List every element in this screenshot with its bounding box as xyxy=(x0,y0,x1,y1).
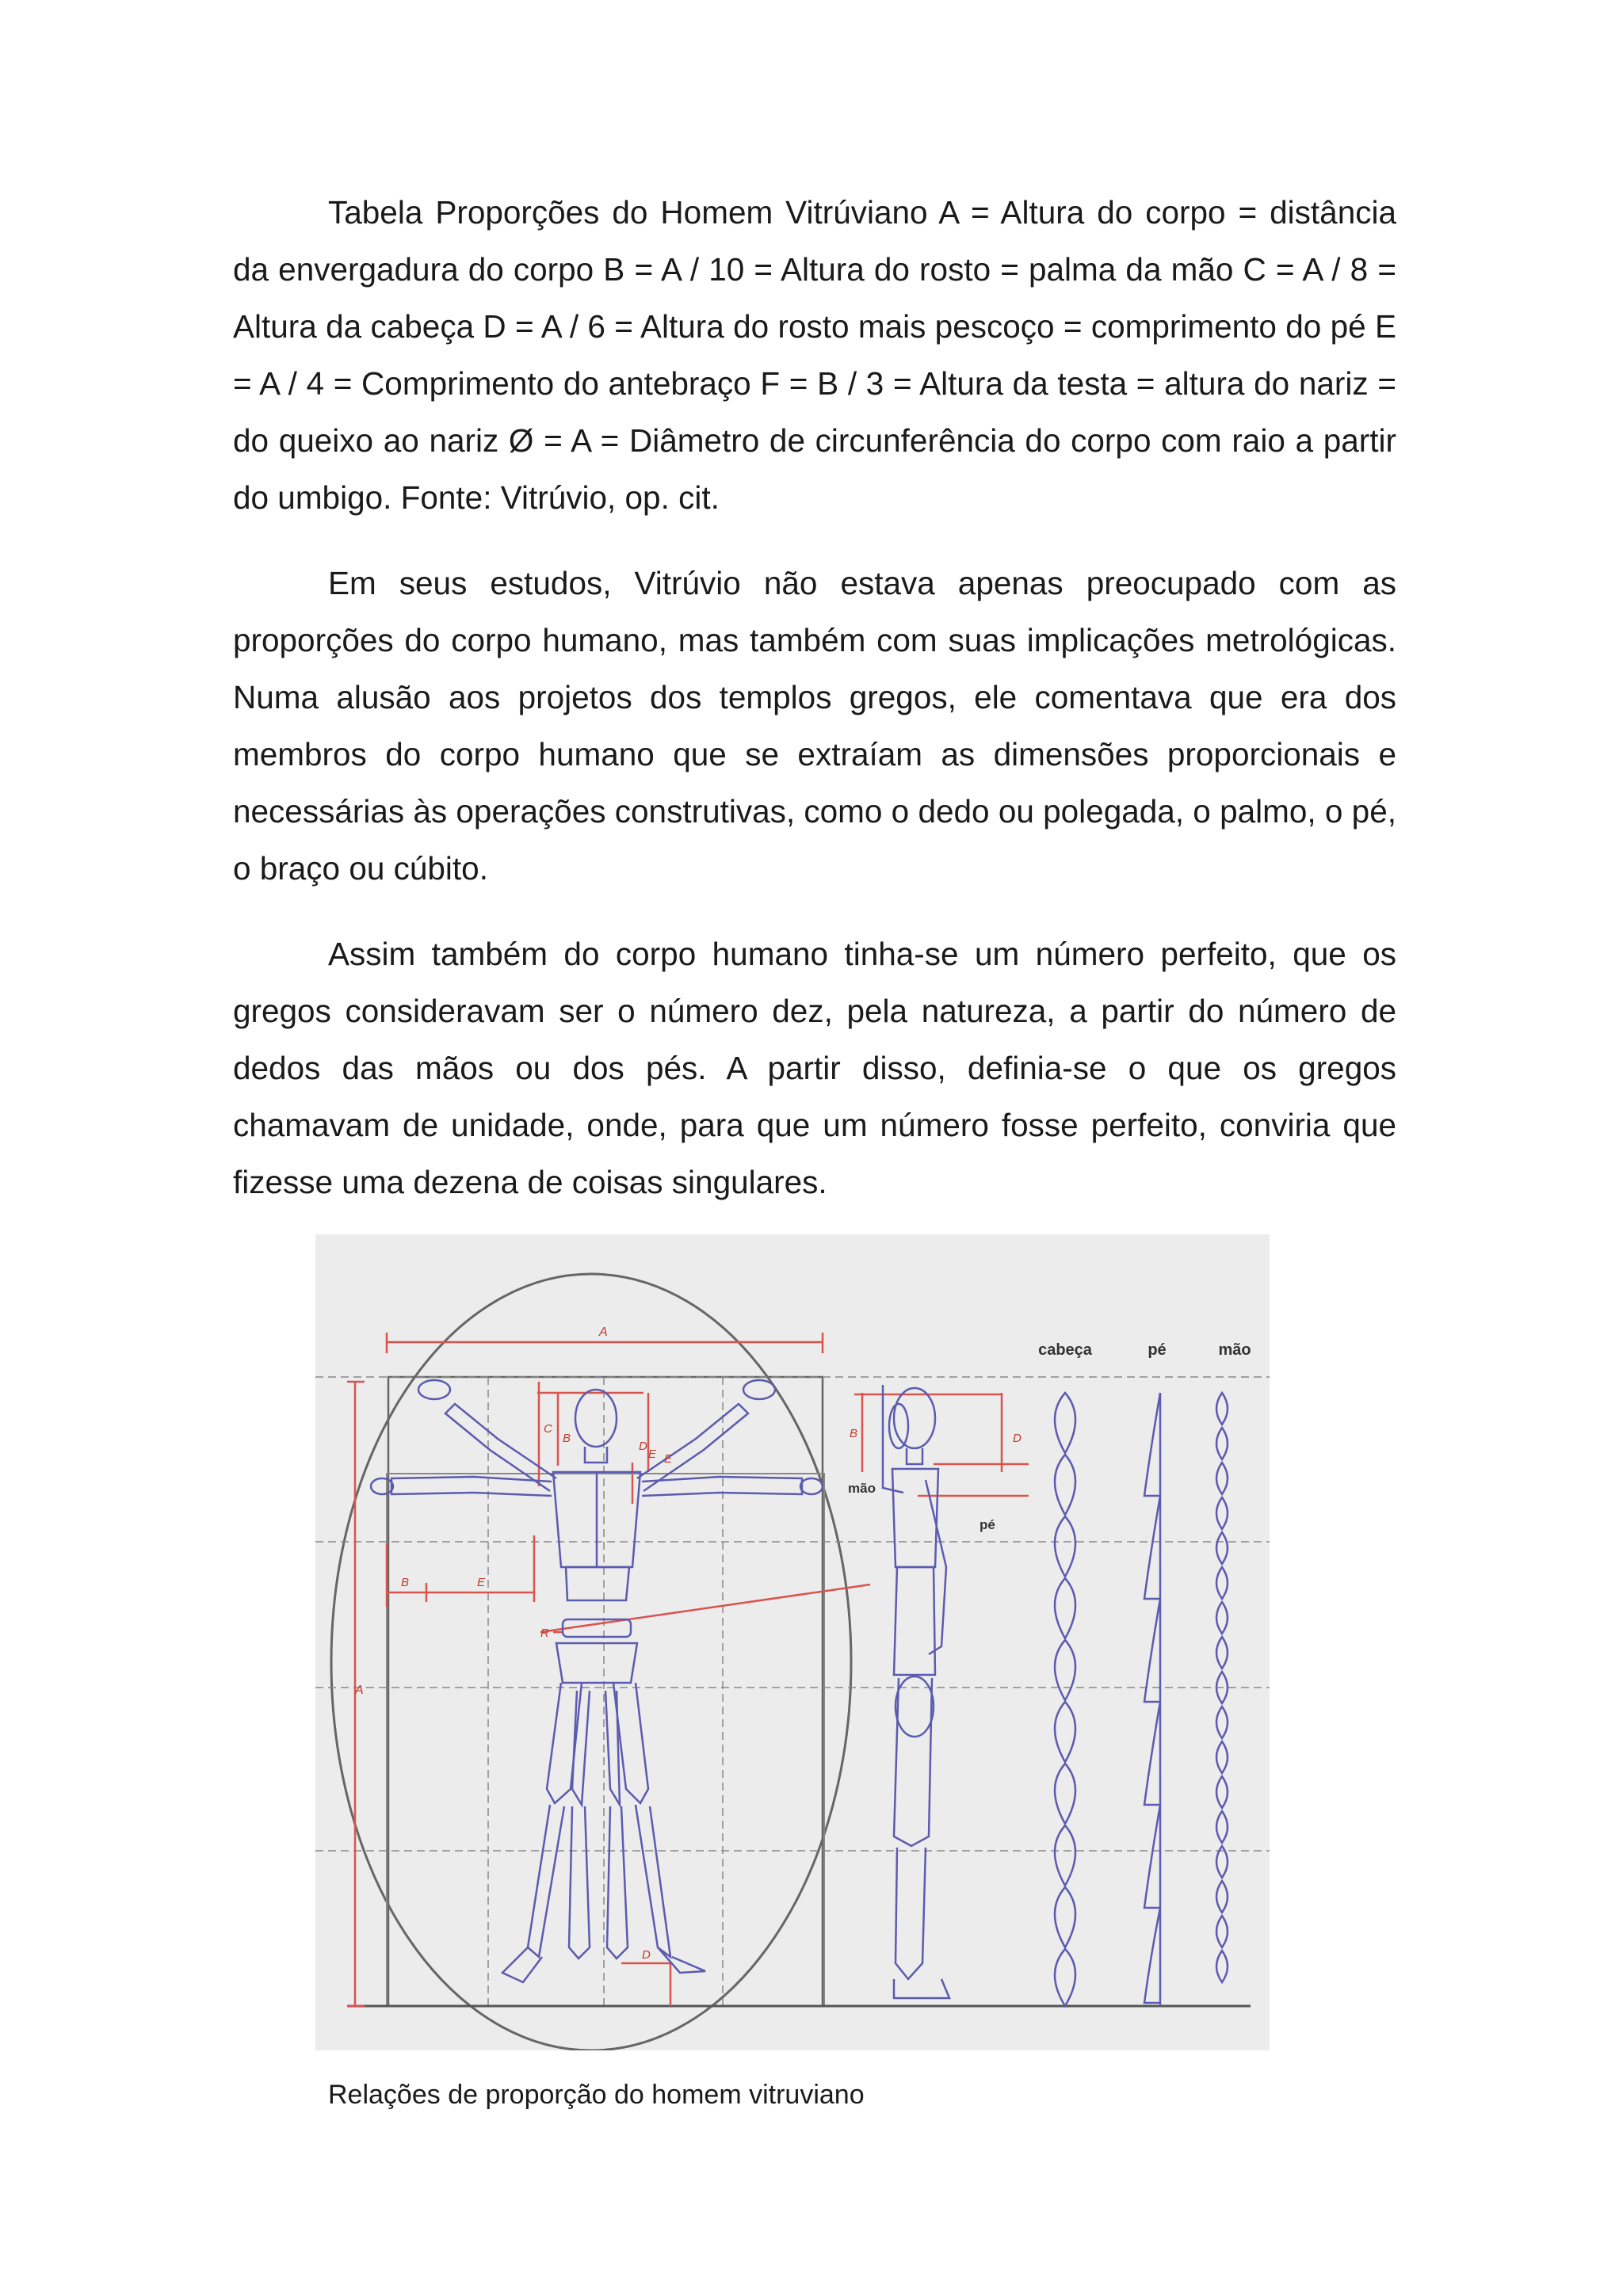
dim-label-r: R xyxy=(540,1627,549,1640)
dim-label-b: B xyxy=(563,1432,571,1445)
dim-label-d: D xyxy=(639,1440,647,1453)
dim-label-foot-side: pé xyxy=(980,1517,995,1532)
dim-label-b-side: B xyxy=(850,1427,858,1440)
dim-label-e: E xyxy=(648,1447,657,1461)
dim-label-d-side: D xyxy=(1013,1432,1022,1445)
vitruvian-diagram xyxy=(315,1234,1270,2050)
paragraph-text: Assim também do corpo humano tinha-se um número perfeito, que os gregos consideravam ser o número dez, pela natureza, a partir do número de dedos das mãos ou dos pés. A partir disso, definia-se o que os gregos chamavam de unidade, onde, para que um número fosse perfeito, conviria que fizesse uma dezena de coisas singulares. xyxy=(233,936,1396,1200)
paragraph-vitruvius-studies xyxy=(233,555,1396,897)
column-label-head: cabeça xyxy=(1038,1341,1092,1359)
dim-label-a-side: A xyxy=(355,1684,364,1697)
paragraph-proportions-table xyxy=(233,184,1396,526)
dim-label-c: C xyxy=(544,1422,552,1436)
column-label-foot: pé xyxy=(1148,1341,1167,1359)
dim-label-e2: E xyxy=(664,1452,673,1466)
dim-label-e-arm: E xyxy=(477,1576,486,1589)
paragraph-text: Em seus estudos, Vitrúvio não estava apenas preocupado com as proporções do corpo humano, mas também com suas implicações metrológicas. Numa alusão aos projetos dos templos gregos, ele comentava que era dos membros do corpo humano que se extraíam as dimensões proporcionais e necessárias às operações construtivas, como o dedo ou polegada, o palmo, o pé, o braço ou cúbito. xyxy=(233,565,1396,887)
figure-caption: Relações de proporção do homem vitruviano xyxy=(328,2080,865,2110)
dim-label-b-arm: B xyxy=(401,1576,410,1589)
dim-label-d-foot: D xyxy=(642,1948,651,1962)
paragraph-perfect-number xyxy=(233,925,1396,1211)
paragraph-text: Tabela Proporções do Homem Vitrúviano A = Altura do corpo = distância da envergadura do corpo B = A / 10 = Altura do rosto = palma da mão C = A / 8 = Altura da cabeça D = A / 6 = Altura do rosto mais pescoço = comprimento do pé E = A / 4 = Comprimento do antebraço F = B / 3 = Altura da testa = altura do nariz = do queixo ao nariz Ø = A = Diâmetro de circunferência do corpo com raio a partir do umbigo. Fonte: Vitrúvio, op. cit. xyxy=(233,194,1396,516)
dim-label-hand-side: mão xyxy=(848,1481,876,1496)
vitruvian-man-figure xyxy=(315,1234,1270,2050)
column-label-hand: mão xyxy=(1218,1341,1251,1359)
dim-label-a-top: A xyxy=(599,1325,608,1339)
